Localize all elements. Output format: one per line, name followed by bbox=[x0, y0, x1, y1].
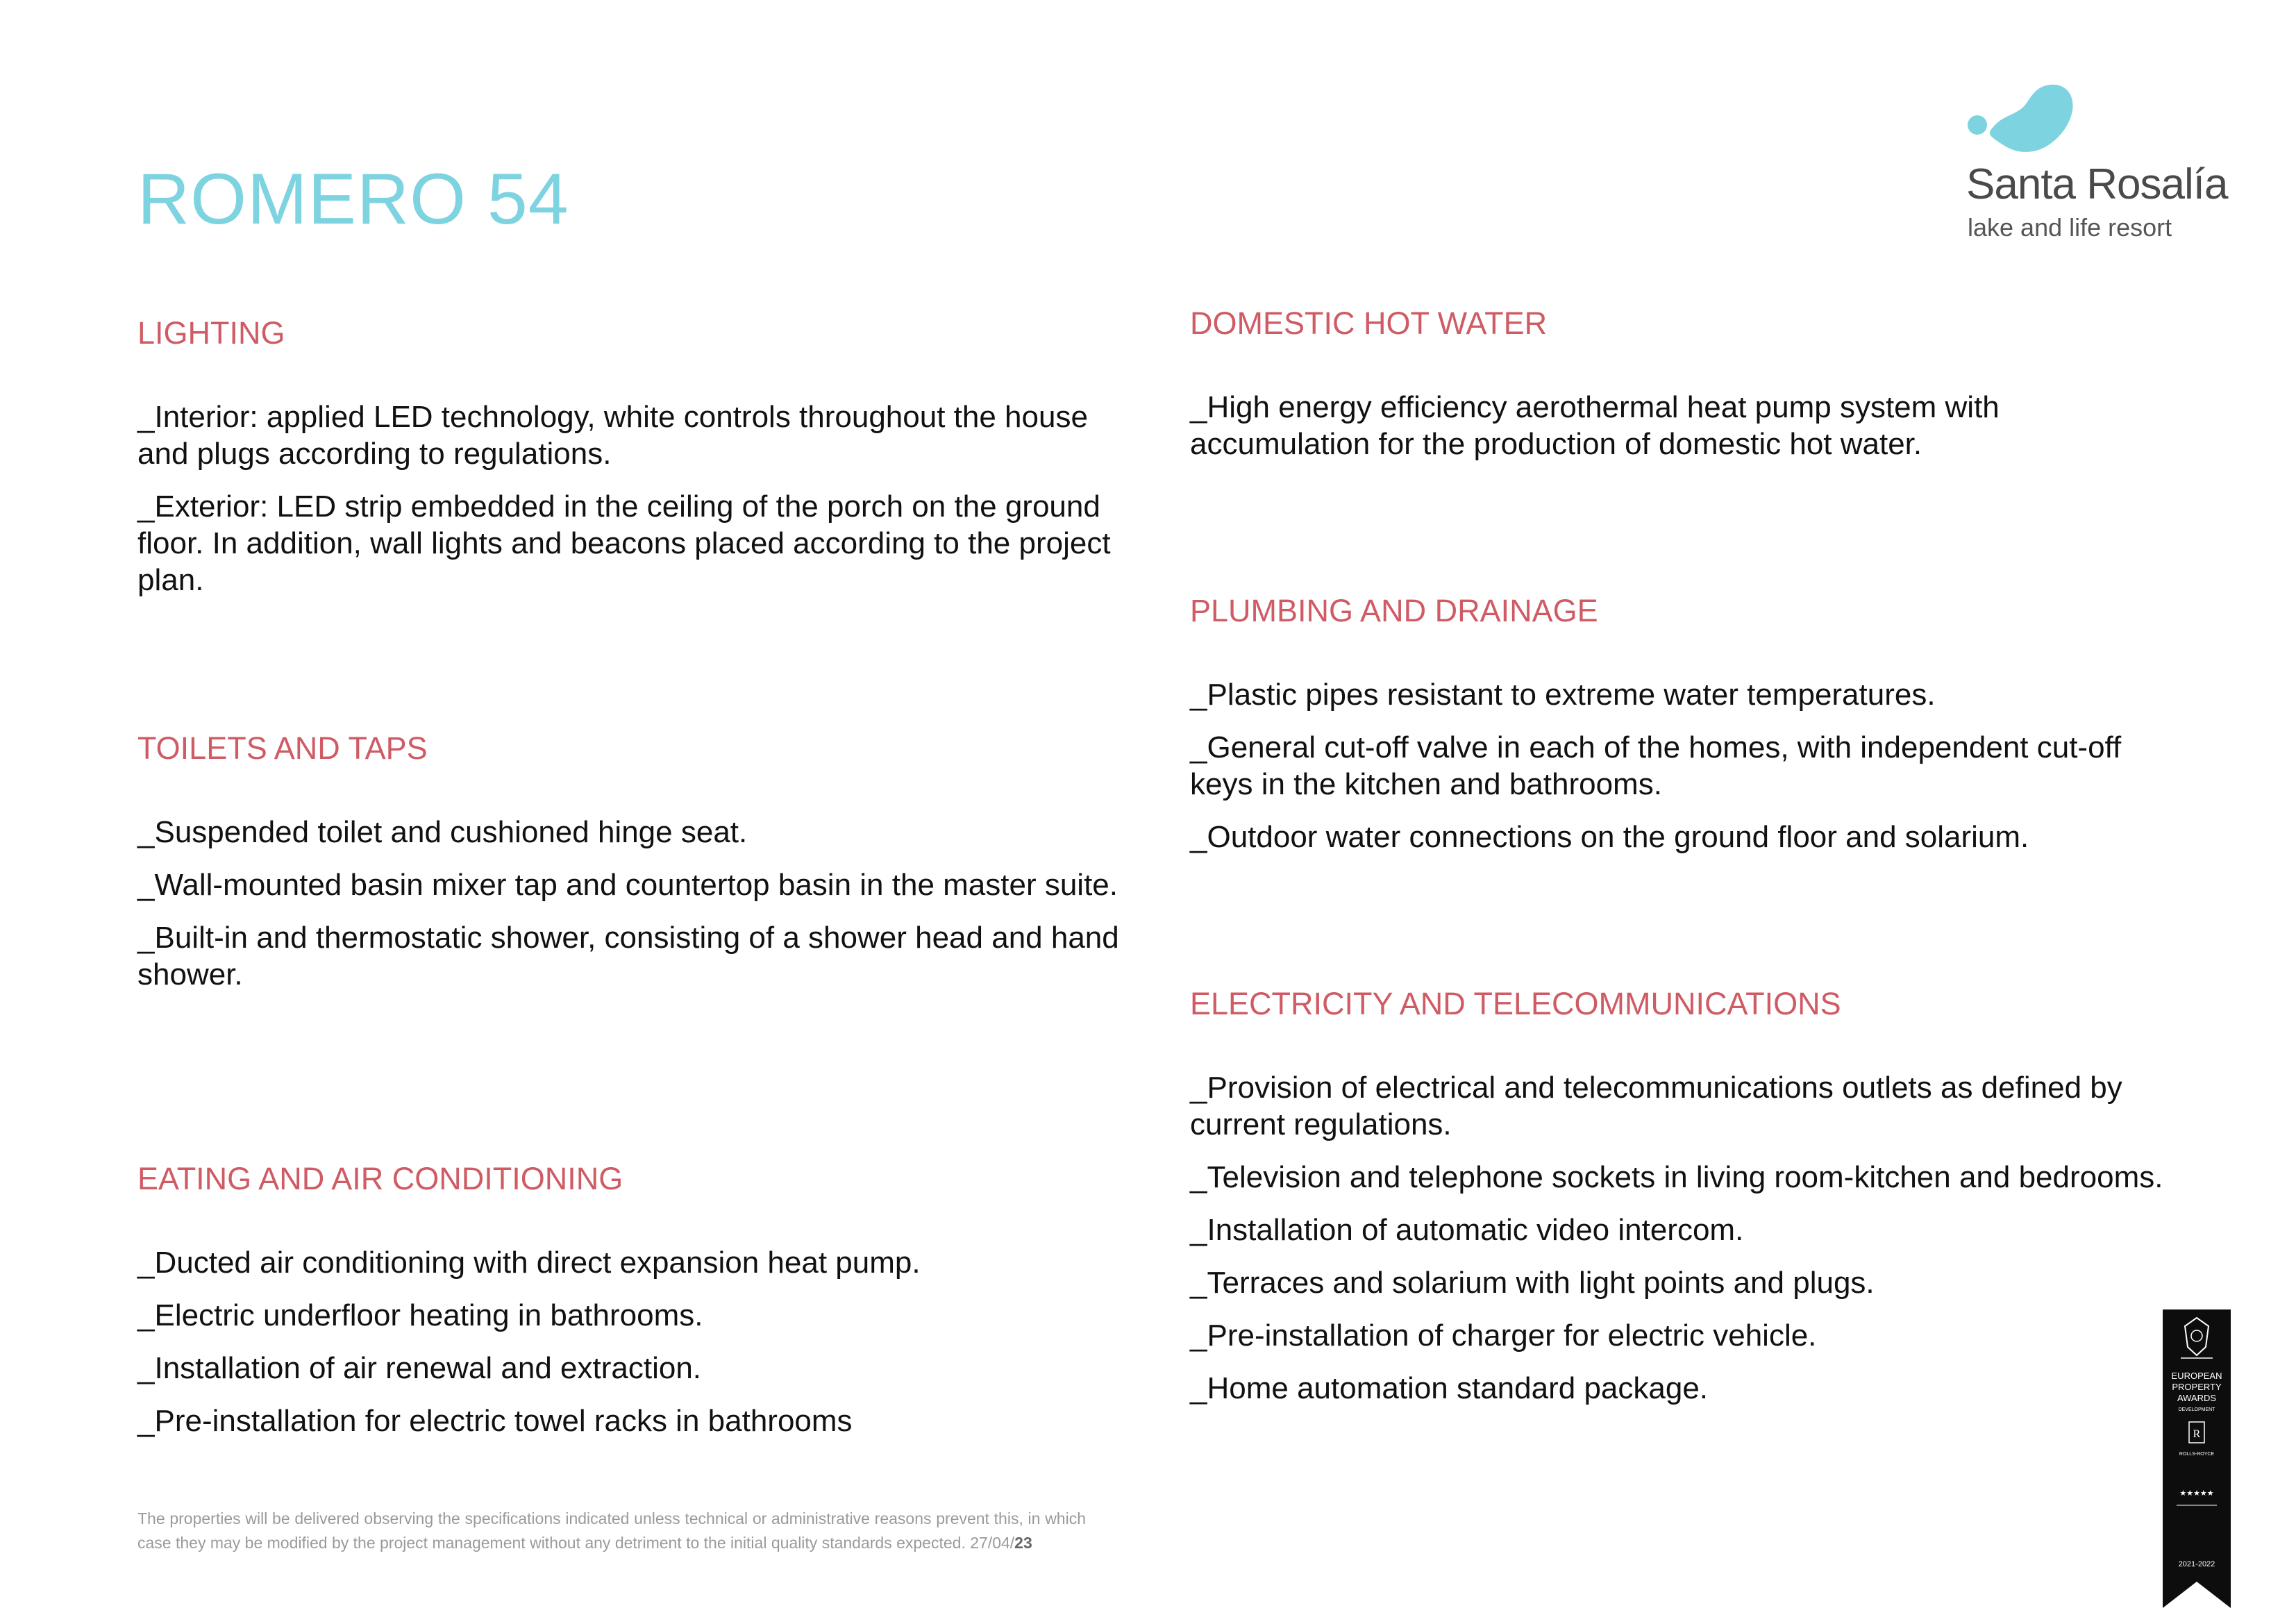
section-heading: TOILETS AND TAPS bbox=[137, 730, 428, 766]
section-heading: DOMESTIC HOT WATER bbox=[1190, 305, 1548, 341]
section-domestic-hot-water bbox=[1190, 305, 2176, 478]
list-item: _Electric underfloor heating in bathrooms. bbox=[137, 1298, 703, 1332]
section-heading: ELECTRICITY AND TELECOMMUNICATIONS bbox=[1190, 986, 1841, 1021]
section-heading: PLUMBING AND DRAINAGE bbox=[1190, 593, 1598, 628]
section-heading: LIGHTING bbox=[137, 315, 285, 351]
section-lighting bbox=[137, 315, 1123, 614]
disclaimer-year: 23 bbox=[1014, 1534, 1032, 1552]
list-item: _Home automation standard package. bbox=[1190, 1371, 1709, 1405]
list-item: _Suspended toilet and cushioned hinge seat. bbox=[137, 814, 748, 849]
list-item: _General cut-off valve in each of the homes, with independent cut-off keys in the kitchen and bathrooms. bbox=[1190, 730, 2122, 801]
section-electricity-and-telecommunications bbox=[1190, 986, 2176, 1423]
list-item: _Pre-installation for electric towel racks in bathrooms bbox=[137, 1403, 853, 1438]
list-item: _Plastic pipes resistant to extreme water temperatures. bbox=[1190, 677, 1936, 712]
list-item: _Built-in and thermostatic shower, consisting of a shower head and hand shower. bbox=[137, 920, 1119, 991]
disclaimer-text: The properties will be delivered observing the specifications indicated unless technical or administrative reasons prevent this, in which case they may be modified by the project management without any detriment to the initial quality standards expected. 27/04/ bbox=[137, 1509, 1086, 1552]
list-item: _Interior: applied LED technology, white controls throughout the house and plugs according to regulations. bbox=[137, 399, 1088, 471]
svg-text:R: R bbox=[2193, 1428, 2201, 1440]
santa-rosalia-logo bbox=[1965, 82, 2243, 249]
logo-tagline: lake and life resort bbox=[1968, 213, 2172, 242]
award-stars: ★★★★★ bbox=[2179, 1489, 2214, 1498]
list-item: _Wall-mounted basin mixer tap and countertop basin in the master suite. bbox=[137, 867, 1118, 902]
list-item: _Terraces and solarium with light points and plugs. bbox=[1190, 1265, 1875, 1300]
list-item: _Provision of electrical and telecommunications outlets as defined by current regulations. bbox=[1190, 1070, 2122, 1141]
section-heading: EATING AND AIR CONDITIONING bbox=[137, 1161, 623, 1196]
list-item: _Installation of automatic video intercom. bbox=[1190, 1212, 1744, 1247]
list-item: _Exterior: LED strip embedded in the ceiling of the porch on the ground floor. In addition, wall lights and beacons placed according to the project plan. bbox=[137, 489, 1111, 597]
section-toilets-and-taps bbox=[137, 730, 1123, 1009]
european-property-awards-badge bbox=[2163, 1309, 2231, 1608]
award-title-line3: AWARDS bbox=[2177, 1393, 2217, 1403]
award-title-line1: EUROPEAN bbox=[2171, 1371, 2222, 1381]
logo-name: Santa Rosalía bbox=[1966, 160, 2228, 208]
list-item: _High energy efficiency aerothermal heat pump system with accumulation for the production of domestic hot water. bbox=[1190, 390, 2000, 461]
award-sponsor: ROLLS-ROYCE bbox=[2179, 1452, 2215, 1457]
list-item: _Ducted air conditioning with direct expansion heat pump. bbox=[137, 1245, 921, 1280]
award-title-line2: PROPERTY bbox=[2172, 1382, 2222, 1392]
award-years: 2021-2022 bbox=[2178, 1560, 2215, 1568]
list-item: _Installation of air renewal and extraction. bbox=[137, 1350, 702, 1385]
list-item: _Outdoor water connections on the ground floor and solarium. bbox=[1190, 819, 2029, 854]
logo-blob-icon bbox=[1965, 82, 2083, 165]
section-eating-and-air-conditioning bbox=[137, 1161, 1123, 1455]
list-item: _Pre-installation of charger for electric vehicle. bbox=[1190, 1318, 1817, 1353]
page-title: ROMERO 54 bbox=[137, 159, 569, 240]
disclaimer-footnote bbox=[137, 1507, 1086, 1555]
award-subtitle: DEVELOPMENT bbox=[2178, 1407, 2215, 1412]
section-plumbing-and-drainage bbox=[1190, 593, 2176, 871]
list-item: _Television and telephone sockets in living room-kitchen and bedrooms. bbox=[1190, 1160, 2163, 1194]
